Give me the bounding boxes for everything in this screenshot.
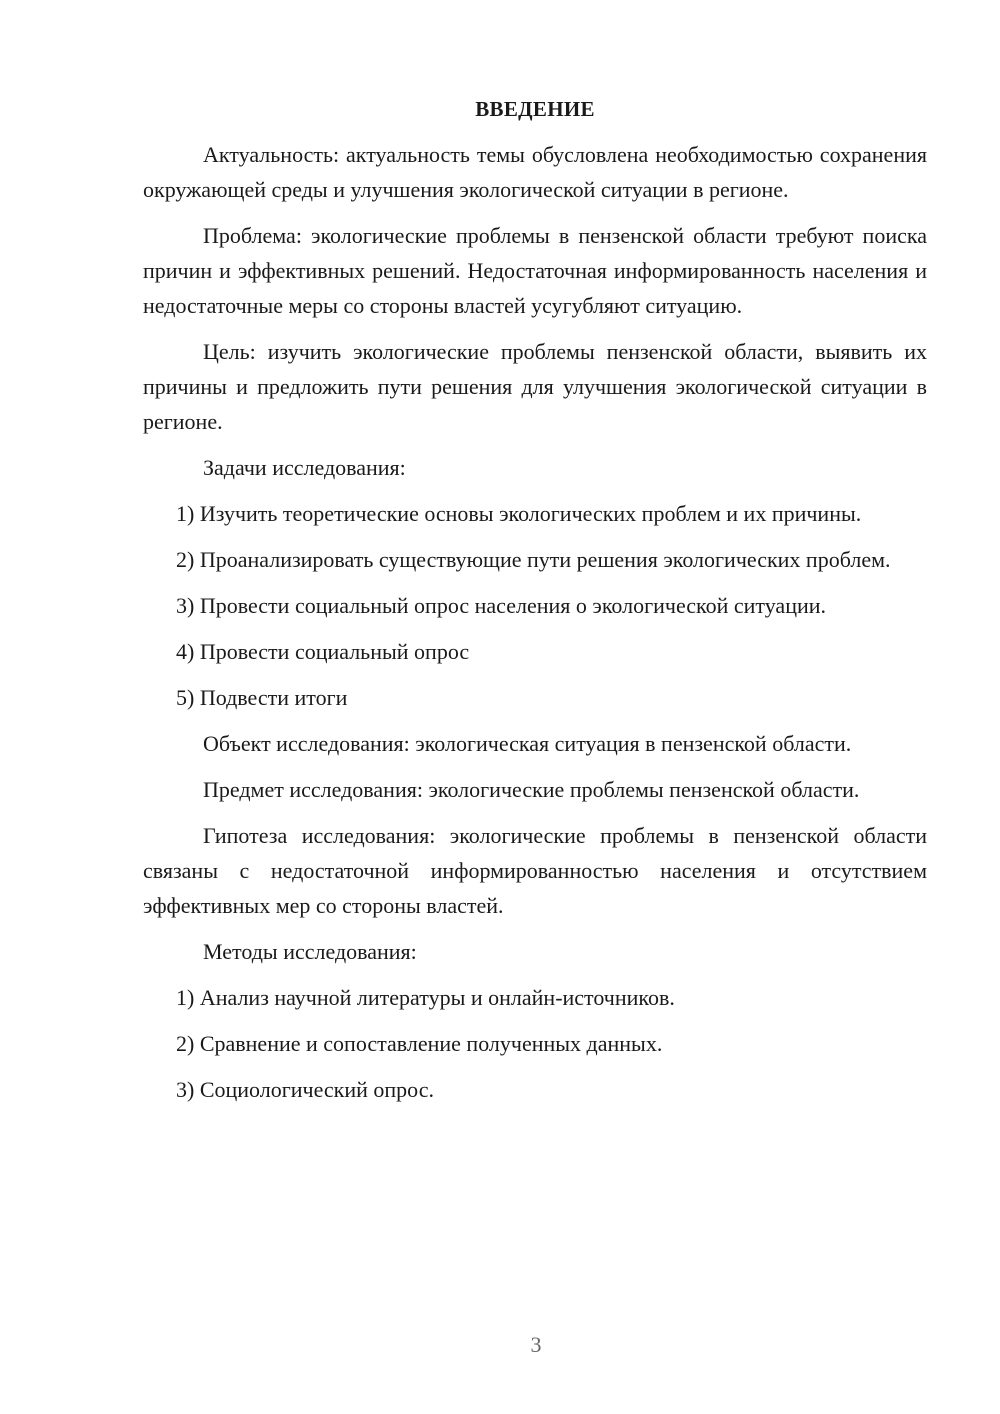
task-item-2: 2) Проанализировать существующие пути решения экологических проблем. (176, 547, 891, 572)
paragraph-problem: Проблема: экологические проблемы в пензенской области требуют поиска причин и эффективных решений. Недостаточная информированность населения и недостаточные меры со стороны властей усугубляют ситуацию. (143, 223, 927, 318)
method-item-2: 2) Сравнение и сопоставление полученных данных. (176, 1031, 663, 1056)
page-title: ВВЕДЕНИЕ (475, 97, 595, 121)
method-item-1: 1) Анализ научной литературы и онлайн-источников. (176, 985, 675, 1010)
page-number: 3 (530, 1332, 542, 1357)
task-item-3: 3) Провести социальный опрос населения о экологической ситуации. (176, 593, 827, 618)
methods-heading: Методы исследования: (203, 939, 417, 964)
task-item-1: 1) Изучить теоретические основы экологических проблем и их причины. (176, 501, 862, 526)
paragraph-hypothesis: Гипотеза исследования: экологические проблемы в пензенской области связаны с недостаточной информированностью населения и отсутствием эффективных мер со стороны властей. (143, 823, 927, 918)
tasks-heading: Задачи исследования: (203, 455, 406, 480)
paragraph-subject: Предмет исследования: экологические проблемы пензенской области. (203, 777, 860, 802)
task-item-4: 4) Провести социальный опрос (176, 639, 470, 664)
paragraph-relevance: Актуальность: актуальность темы обусловлена необходимостью сохранения окружающей среды и улучшения экологической ситуации в регионе. (143, 142, 927, 202)
task-item-5: 5) Подвести итоги (176, 685, 348, 710)
document-body (143, 92, 927, 1118)
paragraph-object: Объект исследования: экологическая ситуация в пензенской области. (203, 731, 852, 756)
method-item-3: 3) Социологический опрос. (176, 1077, 434, 1102)
paragraph-goal: Цель: изучить экологические проблемы пензенской области, выявить их причины и предложить пути решения для улучшения экологической ситуации в регионе. (143, 339, 927, 434)
